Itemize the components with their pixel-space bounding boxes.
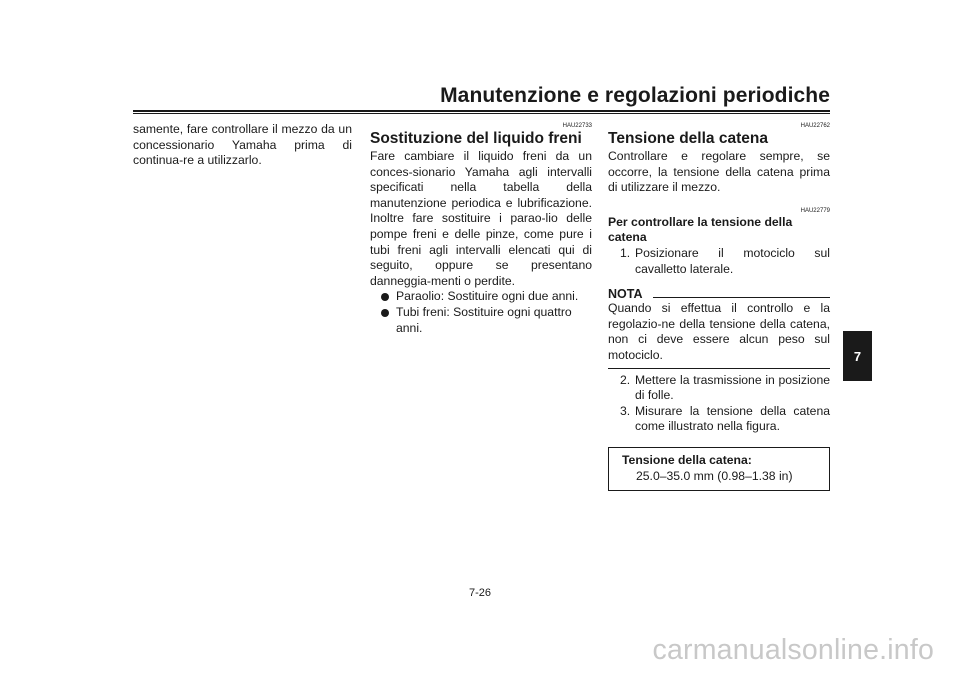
spec-title: Tensione della catena: bbox=[622, 452, 752, 467]
spec-box bbox=[608, 447, 830, 491]
section-paragraph: Fare cambiare il liquido freni da un conces-sionario Yamaha agli intervalli specificati nella tabella della manutenzione periodica e lubrificazione. Inoltre fare sostituire i parao-lio delle pompe freni e delle pinze, come pure i tubi freni agli intervalli elencati qui di seguito, oppure se presentano danneggia-menti o perdite. bbox=[370, 149, 592, 288]
chapter-tab: 7 bbox=[843, 331, 872, 381]
section-code: HAU22733 bbox=[562, 123, 592, 129]
bullet-item bbox=[370, 289, 592, 305]
page-header-title: Manutenzione e regolazioni periodiche bbox=[440, 84, 830, 107]
section-paragraph: Controllare e regolare sempre, se occorre, la tensione della catena prima di utilizzare il mezzo. bbox=[608, 149, 830, 195]
continuation-paragraph: samente, fare controllare il mezzo da un concessionario Yamaha prima di continua-re a utilizzarlo. bbox=[133, 122, 352, 168]
step-text: Mettere la trasmissione in posizione di folle. bbox=[635, 372, 830, 403]
section-heading: Tensione della catena bbox=[608, 130, 768, 147]
section-heading: Sostituzione del liquido freni bbox=[370, 130, 582, 147]
step-number: 1. bbox=[620, 245, 631, 260]
note-label: NOTA bbox=[608, 287, 643, 302]
note-text: Quando si effettua il controllo e la regolazio-ne della tensione della catena, non ci deve essere alcun peso sul motociclo. bbox=[608, 301, 830, 362]
section-code: HAU22762 bbox=[800, 123, 830, 129]
step-number: 3. bbox=[620, 403, 631, 418]
bullet-dot-icon bbox=[381, 293, 389, 301]
header-rule-thin bbox=[133, 113, 830, 114]
bullet-item bbox=[370, 305, 592, 336]
bullet-text: Paraolio: Sostituire ogni due anni. bbox=[396, 289, 579, 304]
spec-value: 25.0–35.0 mm (0.98–1.38 in) bbox=[636, 468, 793, 483]
subsection-heading: Per controllare la tensione della catena bbox=[608, 214, 793, 245]
step-item bbox=[608, 404, 830, 435]
column-middle bbox=[370, 122, 592, 336]
column-left bbox=[133, 122, 352, 169]
step-text: Misurare la tensione della catena come illustrato nella figura. bbox=[635, 403, 830, 434]
note-end-rule bbox=[608, 368, 830, 369]
bullet-dot-icon bbox=[381, 309, 389, 317]
watermark: carmanualsonline.info bbox=[652, 634, 934, 666]
step-number: 2. bbox=[620, 372, 631, 387]
subsection-code: HAU22779 bbox=[800, 207, 830, 214]
note-rule bbox=[653, 297, 831, 298]
step-item bbox=[608, 246, 830, 277]
step-text: Posizionare il motociclo sul cavalletto laterale. bbox=[635, 245, 830, 276]
page-number: 7-26 bbox=[468, 587, 492, 599]
step-item bbox=[608, 373, 830, 404]
bullet-text: Tubi freni: Sostituire ogni quattro anni. bbox=[396, 304, 572, 335]
header-rule bbox=[133, 110, 830, 112]
column-right bbox=[608, 122, 830, 491]
note-header bbox=[608, 287, 830, 301]
